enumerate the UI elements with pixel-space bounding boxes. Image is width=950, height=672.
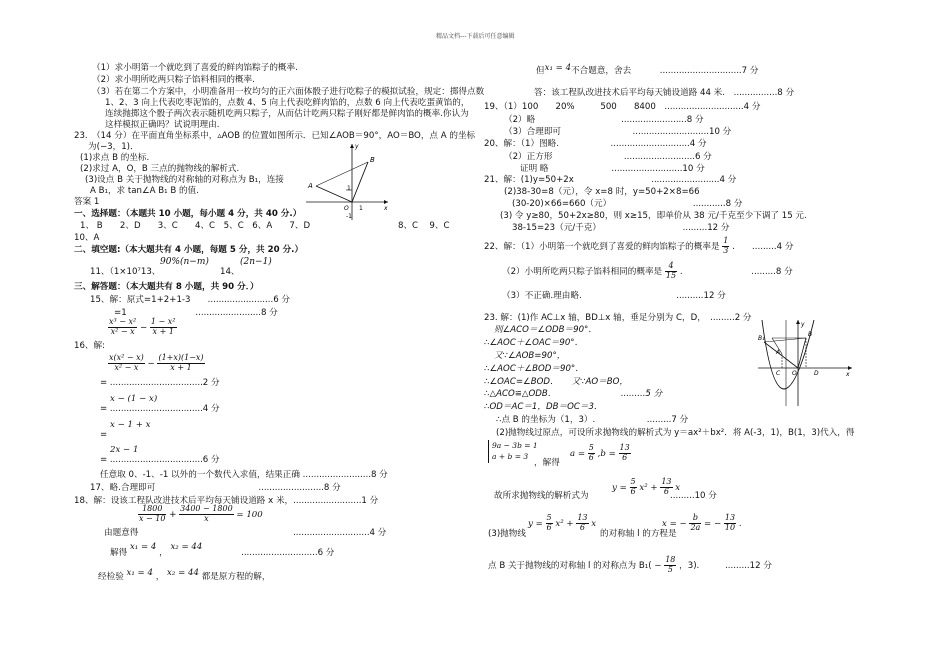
q23-parabola-equation-2	[528, 514, 596, 533]
q18-reject-line	[536, 63, 759, 77]
q23-solution-2: 则∠ACO＝∠ODB＝90°．	[494, 325, 597, 335]
fraction-denominator: x	[204, 513, 209, 523]
coordinate-figure	[304, 140, 392, 222]
root-x1: x₁ = 4	[544, 63, 572, 73]
tick-label-1: 1	[359, 205, 363, 212]
y-axis-label: y	[355, 143, 359, 150]
choice-answers: 1、 B 2、D 3、C 4、C 5、C 6、A 7、D	[80, 221, 311, 231]
q23-solution-13-text: 点 B 关于抛物线的对称轴 l 的对称点为 B₁(	[488, 560, 652, 571]
origin-label: O	[344, 205, 349, 212]
equation-middle: x² +	[639, 482, 658, 493]
equation-middle: x² +	[555, 518, 574, 529]
q18-step-4: 经检验 x₁ = 4 ， x₂ = 44 都是原方程的解，	[98, 568, 271, 582]
tick-label-1: 1	[347, 185, 351, 192]
q15-expression: $\frac{\text{x³ − x²}}{\text{x² − x}}$ − $\frac{\text{1 − x²}}{x + 1}$	[109, 317, 176, 336]
q16-step-2-expr: x − (1 − x)	[110, 394, 158, 404]
q23-solution-13-score: ，3). .........12 分	[679, 560, 772, 571]
fraction-numerator: 1 − x²	[150, 317, 176, 326]
q23-text: 23. （14 分）在平面直角坐标系中，▵AOB 的位置如图所示．已知∠AOB＝90°，AO＝BO，点 A 的坐标	[74, 131, 476, 141]
coef-b-label: ,b =	[597, 448, 616, 459]
fraction-numerator: x(x² − x)	[109, 353, 144, 362]
q22-part-1: （1）求小明第一个就吃到了喜爱的鲜肉馅粽子的概率.	[92, 63, 298, 73]
q22-answer-1	[484, 237, 793, 256]
section-2-title: 二、填空题:（本大题共有 4 小题，每题 5 分，共 20 分.）	[74, 245, 304, 255]
q16-step-4-expr: 2x − 1	[110, 445, 139, 455]
q23-solution-1: 23. 解：(1)作 AC⊥x 轴，BD⊥x 轴，垂足分别为 C，D， .........2 分	[484, 313, 752, 323]
equation-y: y =	[612, 482, 627, 493]
fraction-denominator: 2a	[690, 522, 701, 532]
q18-conclusion: 答：该工程队改进技术后平均每天铺设道路 44 米. ................8 分	[534, 88, 795, 98]
q23-solution-12-mid: 的对称轴 l 的方程是	[600, 529, 677, 539]
fraction-denominator: x − 10	[139, 513, 166, 523]
q16-label: 16、解:	[74, 341, 106, 351]
q23-solution-8: ∴OD＝AC＝1，DB＝OC＝3．	[484, 402, 603, 412]
fraction-numerator: (1+x)(1−x)	[158, 353, 204, 362]
fraction-denominator: 10	[724, 522, 736, 532]
q22-answer-2-score: . .........8 分	[679, 266, 793, 277]
q23-text: 为(−3，1)．	[88, 142, 139, 152]
point-d-label: D	[814, 370, 819, 377]
q23-system	[488, 440, 538, 463]
q17-answer: 17、略.合理即可 ........................8 分	[90, 483, 341, 493]
fill-answer-14-label: 14、	[220, 267, 240, 277]
q23-solution-6: ∴∠OAC=∠BOD． 又∵AO＝BO，	[484, 377, 629, 387]
point-b-label: B	[808, 331, 813, 338]
equation-end: x	[675, 482, 681, 493]
q18-step-1: 18、解：设该工程队改进技术后平均每天铺设道路 x 米，.........................1 分	[74, 496, 379, 506]
section-1-title: 一、选择题：（本题共 10 小题，每小题 4 分，共 40 分.）	[74, 209, 302, 219]
fraction-numerator: 1800	[138, 505, 166, 515]
reject-text: 不合题意，舍去 ..............................7 分	[571, 66, 759, 76]
fraction-denominator: x² − x	[110, 326, 135, 336]
q21-answer-4: (3) 令 y≥80，50+2x≥80，则 x≥15，即单价从 38 元/千克至少下调了 15 元.	[500, 211, 807, 221]
q23-axis-equation: x = − $\frac{b}{2a}$ = − $\frac{13}{10}$ .	[662, 513, 742, 532]
section-3-title: 三、解答题：（本大题共有 8 小题，共 90 分．）	[74, 282, 259, 292]
origin-label: O	[792, 370, 797, 377]
point-a-label: A	[776, 349, 781, 356]
q16-step-4: = ..................................6 分	[100, 455, 220, 465]
fraction-numerator: 5	[588, 443, 594, 452]
q16-step-2: = ..................................4 分	[100, 404, 220, 414]
q18-step-3-score: ............................6 分	[241, 548, 335, 558]
choice-answers-tail: 8、C 9、C	[398, 221, 450, 231]
q23-text: A B₁，求 tan∠A B₁ B 的值.	[90, 186, 199, 196]
axis-x-label: x = −	[662, 518, 687, 529]
q22-part-3-cont: 连续抛掷这个骰子两次表示随机吃两只粽子，从而估计吃两只粽子刚好都是鲜肉馅的概率.你认为	[105, 109, 469, 119]
fill-answer-14: (2n−1)	[240, 257, 272, 267]
choice-answers: 10、A	[74, 233, 100, 243]
q23-text: (1)求点 B 的坐标.	[80, 153, 150, 163]
q16-step-3: =	[100, 430, 108, 440]
fraction-numerator: 5	[630, 477, 636, 486]
fraction-numerator: 5	[546, 513, 552, 522]
equation-rhs: = 100	[236, 509, 263, 520]
q23-solution-13	[488, 556, 772, 575]
q15-step-2: =1 ........................8 分	[114, 308, 278, 318]
q23-solution-9: ∴点 B 的坐标为（1，3）. .........7 分	[496, 415, 689, 425]
q16-expression: $\frac{\text{x(x² − x)}}{\text{x² − x}}$ − $\frac{(1+x)(1-x)}{x + 1}$	[109, 353, 204, 372]
q16-step-1: = ..................................2 分	[100, 378, 220, 388]
q23-solution-12: (3)抛物线	[488, 529, 526, 539]
q22-answer-2-text: （2）小明所吃两只粽子馅料相同的概率是	[502, 266, 663, 277]
fraction-numerator: 4	[665, 262, 677, 272]
fraction-denominator: 3	[723, 245, 729, 255]
q23-solution-5: ∴∠AOC＋∠BOD＝90°．	[484, 364, 584, 374]
fraction-denominator: 5	[667, 564, 673, 574]
solve-label: 解得	[110, 548, 128, 558]
q22-answer-1-text: 22、解：（1）小明第一个就吃到了喜爱的鲜肉馅粽子的概率是	[484, 241, 720, 252]
root-x1: x₁ = 4	[129, 542, 157, 552]
tick-label-neg1: -1	[346, 213, 352, 220]
coef-a-label: a =	[570, 448, 586, 459]
q21-answer-2: (2)38-30=8（元），令 x=8 时，y=50+2×8=66	[504, 187, 700, 197]
q21-answer-3: (30-20)×66=660（元） ............8 分	[512, 199, 743, 209]
fraction-denominator: 6	[630, 486, 636, 496]
reject-prefix: 但	[536, 66, 545, 76]
x-axis-label: x	[846, 371, 850, 378]
q22-part-3-cont: 这样模拟正确吗？试说明理由.	[105, 120, 220, 130]
fraction-numerator: 1	[723, 236, 729, 245]
q21-answer-5: 38-15=23（元/千克） .........12 分	[512, 223, 730, 233]
q20-answer-1: 20、解：（1）图略. .............................4 分	[484, 139, 707, 149]
axis-equals: = −	[704, 518, 722, 529]
q18-step-2: 由题意得 ............................4 分	[104, 528, 387, 538]
q23-solution-4: 又∵∠AOB=90°，	[494, 351, 566, 361]
q18-equation: $\frac{1800}{x - 10}$ + $\frac{3400 - 1800}{x}$ = 100	[139, 504, 263, 523]
q21-answer-1: 21、解：(1)y=50+2x .........................4 分	[484, 175, 737, 185]
root-x1: x₁ = 4	[126, 568, 153, 578]
fraction-numerator: 13	[724, 513, 736, 522]
fraction-denominator: x + 1	[152, 326, 174, 336]
system-equation-1: 9a − 3b = 1	[492, 441, 538, 450]
point-b1-label: B₁	[758, 335, 765, 342]
y-axis-label: y	[801, 321, 805, 328]
q16-step-5: 任意取 0、-1、-1 以外的一个数代入求值，结果正确 .........................8 分	[100, 470, 388, 480]
q19-answer-1: 19、（1）100 20% 500 8400 .............................4 分	[484, 102, 761, 112]
fraction-denominator: x² − x	[114, 362, 139, 372]
root-x2: x₂ = 44	[167, 568, 199, 578]
header-note: 精品文档---下载后可任意编辑	[436, 33, 515, 40]
fraction-numerator: 3400 − 1800	[180, 504, 233, 513]
equation-y: y =	[528, 518, 543, 529]
check-result: 都是原方程的解，	[201, 572, 271, 582]
q22-part-2: （2）求小明所吃两只粽子馅料相同的概率.	[92, 75, 255, 85]
fraction-numerator: x³ − x²	[109, 317, 137, 326]
q22-answer-1-score: . .........4 分	[732, 241, 794, 252]
q16-step-3-expr: x − 1 + x	[110, 420, 151, 430]
q23-solution-3: ∴∠AOC＋∠OAC＝90°．	[484, 338, 584, 348]
q23-text: (2)求过 A，O，B 三点的抛物线的解析式.	[80, 164, 240, 174]
fraction-denominator: 6	[663, 486, 669, 496]
q22-part-3-cont: 1、2、3 向上代表吃枣泥馅的，点数 4、5 向上代表吃鲜肉馅的，点数 6 向上代表吃蛋黄馅的，	[105, 98, 470, 108]
q23-solution-11-score: .........10 分	[670, 491, 717, 501]
q19-answer-2: （2）略 ........................8 分	[504, 115, 704, 125]
q23-solution-10: (2)抛物线过原点，可设所求抛物线的解析式为 y＝ax²＋bx²．将 A(-3，1)，B(1，3)代入，得	[496, 428, 855, 438]
point-b-label: B	[370, 156, 375, 164]
minus-sign: −	[654, 560, 662, 571]
point-c-label: C	[776, 370, 781, 377]
fraction-denominator: 15	[665, 270, 677, 280]
check-label: 经检验	[98, 572, 124, 582]
fraction-numerator: 13	[661, 477, 672, 486]
fraction-denominator: 6	[546, 522, 552, 532]
q23-solution-11: 故所求抛物线的解析式为	[494, 491, 589, 501]
fraction-numerator: 18	[665, 555, 676, 564]
point-a-label: A	[308, 182, 313, 190]
x-axis-label: x	[384, 205, 388, 212]
q23-text: (3)设点 B 关于抛物线的对称轴的对称点为 B₁，连接	[85, 175, 284, 185]
fraction-denominator: 6	[588, 452, 594, 462]
q15-step-1: 15、解：原式=1+2+1-3 ........................6 分	[90, 295, 291, 305]
root-x2: x₂ = 44	[170, 542, 203, 552]
fraction-numerator: b	[689, 514, 701, 524]
q22-answer-3: （3）不正确.理由略. ..........12 分	[502, 291, 726, 301]
fraction-numerator: 13	[619, 443, 630, 452]
q23-coefficients	[570, 444, 631, 463]
answer-title: 答案 1	[74, 197, 100, 207]
q23-solution-7: ∴△ACO≌△ODB． .........5 分	[484, 389, 663, 399]
equation-end: x	[591, 518, 597, 529]
system-equation-2: a + b = 3	[492, 452, 529, 462]
fraction-denominator: 6	[622, 452, 628, 462]
fraction-numerator: 13	[577, 513, 588, 522]
q23-solve-label: ，解得	[534, 458, 560, 468]
fraction-denominator: x + 1	[170, 362, 192, 372]
parabola-figure	[756, 318, 854, 408]
fill-answer-12: 90%(n−m)	[160, 257, 209, 267]
q20-answer-3: 证明 略 ..........................10 分	[520, 164, 705, 174]
q19-answer-3: （3）合理即可 ............................10 分	[504, 127, 732, 137]
fill-answer-11-13: 11、（1×10⁷13、	[90, 267, 161, 277]
q22-part-3: （3）若在第二个方案中，小明准备用一枚均匀的正六面体骰子进行吃粽子的模拟试验，规定：掷得点数	[92, 87, 485, 97]
q22-answer-2	[502, 262, 793, 281]
fraction-denominator: 6	[579, 522, 585, 532]
q18-step-3: 解得 x₁ = 4 ， x₂ = 44 ............................6 分	[110, 542, 335, 558]
q20-answer-2: （2）正方形 ..........................6 分	[504, 152, 712, 162]
